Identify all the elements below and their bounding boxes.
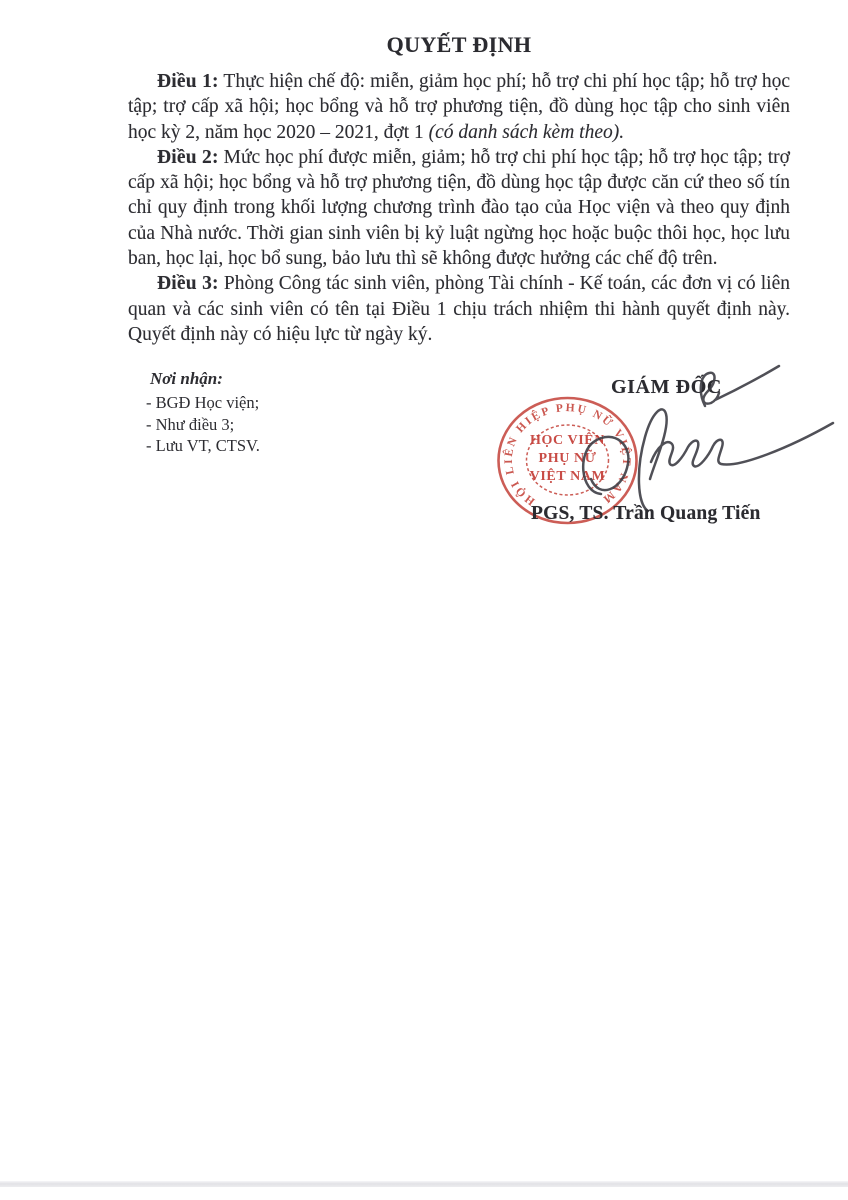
document-title: QUYẾT ĐỊNH [386, 32, 532, 57]
article-2-text: Mức học phí được miễn, giảm; hỗ trợ chi phí học tập; hỗ trợ học tập; trợ cấp xã hội; học bổng và hỗ trợ phương tiện, đồ dùng học tập được căn cứ theo số tín chỉ quy định trong khối lượng chương trình đào tạo của Học viện và theo quy định của Nhà nước. Thời gian sinh viên bị kỷ luật ngừng học hoặc buộc thôi học, học lưu ban, học lại, học bổ sung, bảo lưu thì sẽ không được hưởng các chế độ trên. [128, 146, 790, 270]
document-body [128, 32, 790, 347]
stamp-center-line-1: HỌC VIỆN [530, 433, 605, 448]
signer-role-title: GIÁM ĐỐC [611, 376, 722, 398]
article-2-paragraph [128, 145, 790, 271]
article-1-italic-note: (có danh sách kèm theo). [428, 121, 625, 143]
article-3-paragraph [128, 271, 790, 347]
article-3-label: Điều 3: [157, 273, 219, 295]
scan-bottom-edge-artifact [0, 1181, 848, 1187]
recipients-item: - Lưu VT, CTSV. [146, 436, 260, 455]
article-3-text: Phòng Công tác sinh viên, phòng Tài chính - Kế toán, các đơn vị có liên quan và các sinh viên có tên tại Điều 1 chịu trách nhiệm thi hành quyết định này. Quyết định này có hiệu lực từ ngày ký. [128, 273, 790, 345]
stamp-center-line-2: PHỤ NỮ [538, 451, 597, 466]
article-1-label: Điều 1: [157, 71, 219, 92]
signer-name: PGS, TS. Trần Quang Tiến [531, 503, 761, 524]
recipients-block [146, 369, 260, 457]
signature-main-scrawl [583, 409, 833, 511]
article-1-paragraph [128, 69, 790, 145]
stamp-center-line-3: VIỆT NAM [529, 469, 606, 484]
stamp-inner-dashed-circle [527, 425, 609, 495]
recipients-heading: Nơi nhận: [150, 369, 223, 388]
stamp-ring-text: HỘI LIÊN HIỆP PHỤ NỮ VIỆT NAM [502, 402, 633, 508]
article-2-label: Điều 2: [157, 146, 219, 168]
recipients-item: - Như điều 3; [146, 414, 235, 434]
article-1-text: Thực hiện chế độ: miễn, giảm học phí; hỗ trợ chi phí học tập; hỗ trợ học tập; trợ cấp xã hội; học bổng và hỗ trợ phương tiện, đồ dùng học tập cho sinh viên học kỳ 2, năm học 2020 – 2021, đợt 1 [128, 71, 790, 143]
recipients-item: - BGĐ Học viện; [146, 393, 260, 412]
